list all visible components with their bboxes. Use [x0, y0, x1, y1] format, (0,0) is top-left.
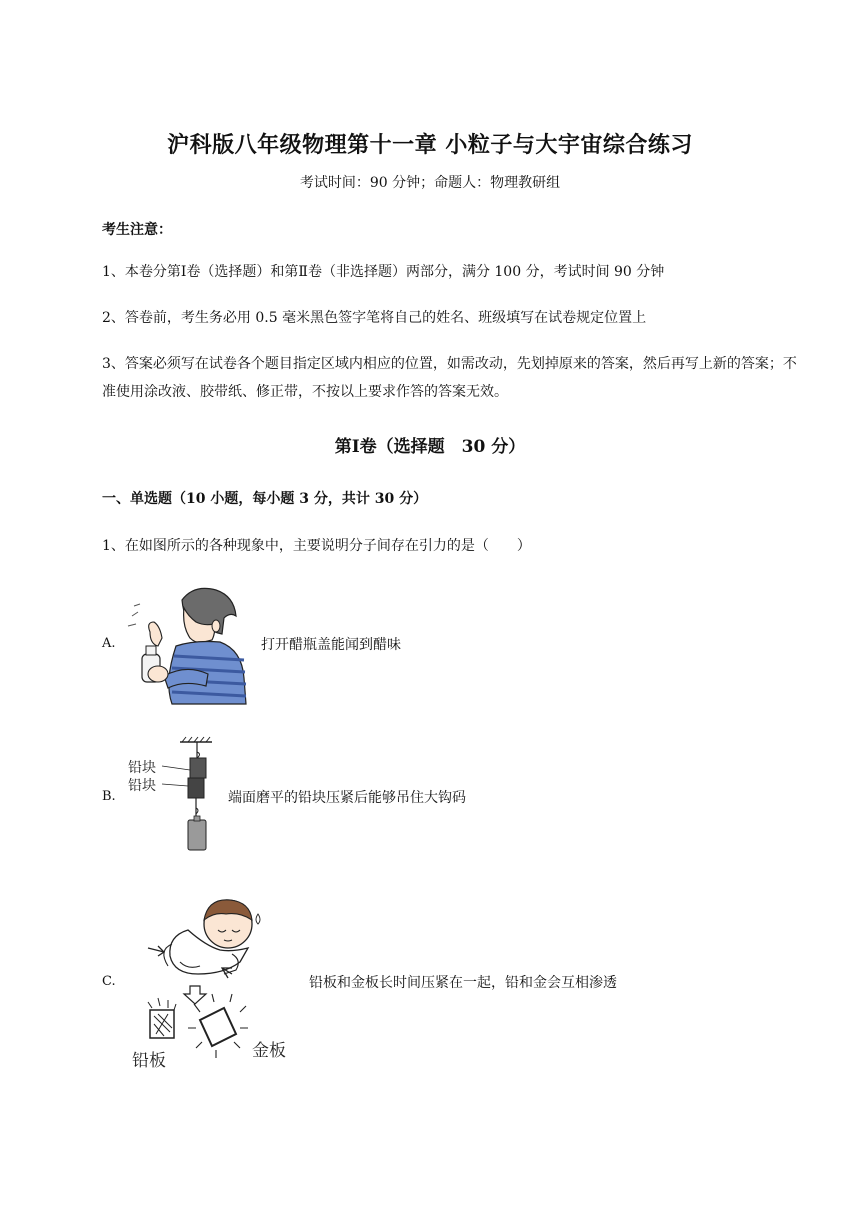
option-b-text: 端面磨平的铅块压紧后能够吊住大钩码: [228, 790, 466, 806]
part-heading: 一、单选题（10 小题，每小题 3 分，共计 30 分）: [102, 491, 428, 507]
option-a-letter: A.: [102, 636, 116, 651]
notice-item-1: 1、本卷分第Ⅰ卷（选择题）和第Ⅱ卷（非选择题）两部分，满分 100 分，考试时间 90 分钟: [102, 264, 665, 280]
label-lead-block-1: 铅块: [128, 760, 156, 776]
exam-info: 考试时间：90 分钟；命题人：物理教研组: [299, 175, 561, 191]
label-gold-plate: 金板: [252, 1041, 286, 1061]
option-b-letter: B.: [102, 789, 116, 804]
section-title: 第Ⅰ卷（选择题 30 分）: [334, 437, 526, 457]
notice-item-2: 2、答卷前，考生务必用 0.5 毫米黑色签字笔将自己的姓名、班级填写在试卷规定位置上: [102, 310, 647, 326]
question-stem: 1、在如图所示的各种现象中，主要说明分子间存在引力的是（ ）: [102, 538, 531, 554]
option-a-text: 打开醋瓶盖能闻到醋味: [261, 637, 401, 653]
label-lead-block-2: 铅块: [128, 778, 156, 794]
page-title: 沪科版八年级物理第十一章 小粒子与大宇宙综合练习: [167, 132, 693, 158]
option-c-text: 铅板和金板长时间压紧在一起，铅和金会互相渗透: [309, 975, 617, 991]
boy-pressing-plates-illustration: [128, 890, 304, 1074]
notice-heading: 考生注意：: [102, 222, 172, 238]
notice-item-3: 3、答案必须写在试卷各个题目指定区域内相应的位置，如需改动，先划掉原来的答案，然后再写上新的答案；不准使用涂改液、胶带纸、修正带，不按以上要求作答的答案无效。: [102, 356, 797, 400]
lead-blocks-hanging-weight-illustration: [124, 736, 224, 854]
boy-opening-bottle-illustration: [124, 582, 248, 706]
option-c-letter: C.: [102, 974, 116, 989]
label-lead-plate: 铅板: [132, 1051, 166, 1071]
